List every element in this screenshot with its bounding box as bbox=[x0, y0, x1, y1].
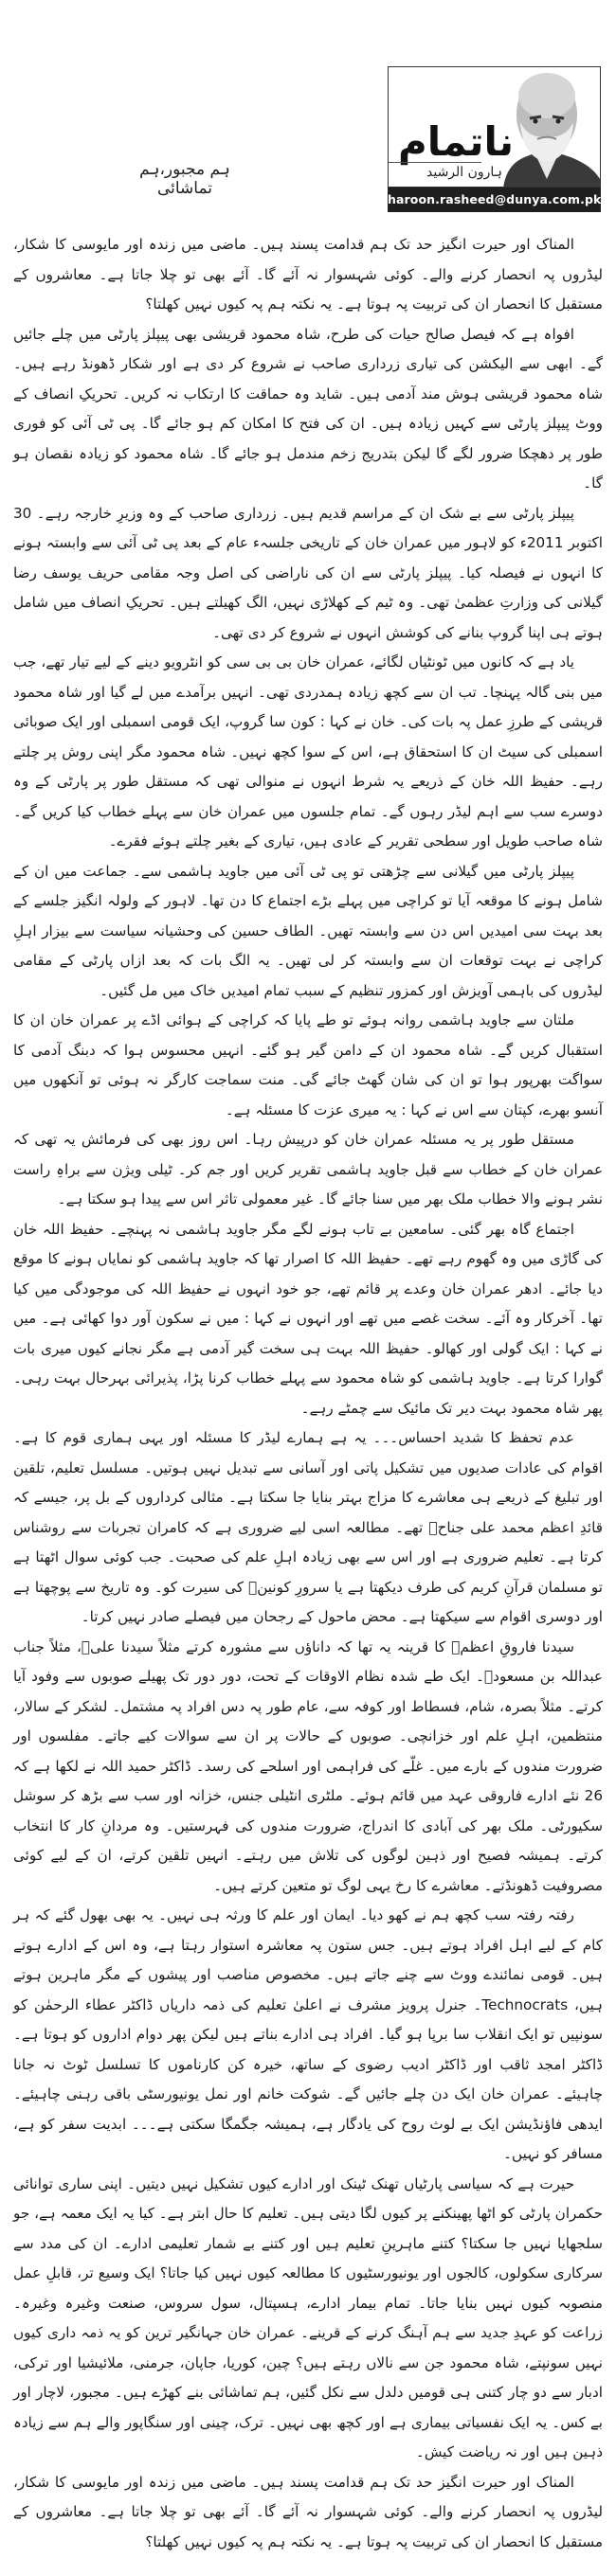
article-paragraph: پیپلز پارٹی سے بے شک ان کے مراسم قدیم ہیں۔ زرداری صاحب کے وہ وزیرِ خارجہ رہے۔ 30 اکتوبر 2011ء کو لاہور میں عمران خان کے تاریخی جلسہء عام کے بعد پی ٹی آئی سے وابستہ ہونے کا انہوں نے فیصلہ کیا۔ پیپلز پارٹی سے ان کی ناراضی کی اصل وجہ مقامی حریف یوسف رضا گیلانی کی وزارتِ عظمیٰ تھی۔ وہ ٹیم کے کھلاڑی نہیں، الگ کھیلتے ہیں۔ تحریکِ انصاف میں شامل ہوتے ہی اپنا گروپ بنانے کی کوشش انہوں نے شروع کر دی تھی۔ bbox=[13, 504, 603, 641]
article-paragraph: یاد ہے کہ کانوں میں ٹونٹیاں لگائے، عمران خان بی بی سی کو انٹرویو دینے کے لیے تیار تھے، جب میں بنی گالہ پہنچا۔ تب ان سے کچھ زیادہ ہمدردی تھی۔ انہیں برآمدے میں لے گیا اور شاہ محمود قریشی کے طرزِ عمل پہ بات کی۔ خان نے کہا : کون سا گروپ، ایک قومی اسمبلی اور ایک صوبائی اسمبلی کی سیٹ ان کا استحقاق ہے، اس کے سوا کچھ نہیں۔ شاہ محمود مگر اپنی روش پر چلتے رہے۔ حفیظ اللہ خان کے ذریعے یہ شرط انہوں نے منوالی تھی کہ مستقل طور پر پارٹی کے وہ دوسرے سب سے اہم لیڈر رہوں گے۔ تمام جلسوں میں عمران خان سے پہلے خطاب کیا کریں گے۔ شاہ صاحب طویل اور سطحی تقریر کے عادی ہیں، تیاری کے بغیر چلتے ہوئے فقرے۔ bbox=[13, 653, 603, 850]
article-paragraph: المناک اور حیرت انگیز حد تک ہم قدامت پسند ہیں۔ ماضی میں زندہ اور مایوسی کا شکار، لیڈروں پہ انحصار کرنے والے۔ کوئی شہسوار نہ آئے گا۔ آئے بھی تو چلا جاتا ہے۔ معاشروں کے مستقبل کا انحصار ان کی تربیت پہ ہوتا ہے۔ یہ نکتہ ہم پہ کیوں نہیں کھلتا؟ bbox=[13, 236, 603, 313]
article-paragraph: اجتماع گاہ بھر گئی۔ سامعین بے تاب ہونے لگے مگر جاوید ہاشمی نہ پہنچے۔ حفیظ اللہ خان کی گاڑی میں وہ گھوم رہے تھے۔ حفیظ اللہ کا اصرار تھا کہ جاوید ہاشمی کو نمایاں ہونے کا موقع دیا جائے۔ ادھر عمران خان وعدے پر قائم تھے، جو خود انہوں نے حفیظ اللہ کی موجودگی میں کیا تھا۔ آخرکار وہ آئے۔ سخت غصے میں تھے اور انہوں نے کہا : میں نے سکون آور دوا کھائی ہے۔ میں نے کہا : ایک گولی اور کھالو۔ حفیظ اللہ بہت ہی سخت گیر آدمی ہے مگر نجانے کیوں میری بات گوارا کرتا ہے۔ جاوید ہاشمی کو شاہ محمود سے پہلے خطاب کرنا پڑا، پذیرائی بہرحال بہت رہی۔ پھر شاہ محمود بہت دیر تک مائیک سے چمٹے رہے۔ bbox=[13, 1220, 603, 1417]
article-paragraph: رفتہ رفتہ سب کچھ ہم نے کھو دیا۔ ایمان اور علم کا ورثہ ہی نہیں۔ یہ بھی بھول گئے کہ ہر کام کے لیے اہل افراد ہوتے ہیں۔ جس ستون پہ معاشرہ استوار رہتا ہے، وہ اس کے ادارے ہوتے ہیں۔ قومی نمائندے ووٹ سے چنے جاتے ہیں۔ مخصوص مناصب اور پیشوں کے مگر ماہرین ہوتے ہیں، Technocrats۔ جنرل پرویز مشرف نے اعلیٰ تعلیم کی ذمہ داریاں ڈاکٹر عطاء الرحمٰن کو سونپیں تو ایک انقلاب سا برپا ہو گیا۔ افراد ہی ادارے بناتے ہیں لیکن پھر دوام اداروں کو ہوتا ہے۔ ڈاکٹر امجد ثاقب اور ڈاکٹر ادیب رضوی کے ساتھ، خیرہ کن کارناموں کا تسلسل ٹوٹ نہ جانا چاہیئے۔ عمران خان ایک دن چلے جائیں گے۔ شوکت خانم اور نمل یونیورسٹی باقی رہنی چاہیئے۔ ایدھی فاؤنڈیشن ایک بے لوث روح کی یادگار ہے، ہمیشہ جگمگا سکتی ہے۔۔۔ ابدیت سفر کو ہے، مسافر کو نہیں۔ bbox=[13, 1906, 603, 2162]
article-headline: ہم مجبور،ہم تماشائی bbox=[139, 160, 230, 198]
brand-divider bbox=[389, 162, 481, 163]
column-header-box bbox=[388, 66, 601, 188]
article-paragraph: حیرت ہے کہ سیاسی پارٹیاں تھنک ٹینک اور ادارے کیوں تشکیل نہیں دیتیں۔ اپنی ساری توانائی حکمران پارٹی کو اٹھا پھینکنے پر کیوں لگا دیتی ہیں۔ تعلیم کا حال ابتر ہے۔ کیا یہ ایک معمہ ہے، جو سلجھایا نہیں جا سکتا؟ کتنے ماہرینِ تعلیم ہیں اور کتنے بے شمار تعلیمی ادارے۔ ان کی مدد سے سرکاری سکولوں، کالجوں اور یونیورسٹیوں کا مطالعہ کیوں نہیں کیا جاتا؟ ایک وسیع تر، قابلِ عمل منصوبہ کیوں نہیں بنایا جاتا۔ تمام بیمار ادارے، ہسپتال، سول سروس، صنعت وغیرہ وغیرہ۔ زراعت کو عہدِ جدید سے ہم آہنگ کرنے کے قرینے۔ عمران خان جہانگیر ترین کو یہ ذمہ داری کیوں نہیں سونپتے، شاہ محمود جن سے نالاں رہتے ہیں؟ چین، کوریا، جاپان، جرمنی، ملائیشیا اور ترکی، ادبار سے دو چار کتنی ہی قومیں دلدل سے نکل گئیں، ہم تماشائی بنے کھڑے ہیں۔ مجبور، لاچار اور بے کس۔ یہ ایک نفسیاتی بیماری ہے اور کچھ بھی نہیں۔ ترک، چینی اور سنگاپور والے ہم سے زیادہ ذہین ہیں اور نہ ریاضت کیش۔ bbox=[13, 2174, 603, 2460]
article-paragraph: پیپلز پارٹی میں گیلانی سے چڑھتی تو پی ٹی آئی میں جاوید ہاشمی سے۔ جماعت میں ان کے شامل ہونے کا موقعہ آیا تو کراچی میں پہلے بڑے اجتماع کا دن تھا۔ لاہور کے ولولہ انگیز جلسے کے بعد بہت سی امیدیں اس دن سے وابستہ تھیں۔ الطاف حسین کی وحشیانہ سیاست سے بیزار اہلِ کراچی نے بہت توقعات ان سے وابستہ کر لی تھیں۔ یہ الگ بات کہ بعد ازاں پارٹی کے مقامی لیڈروں کی باہمی آویزش اور کمزور تنظیم کے سبب تمام امیدیں خاک میں مل گئیں۔ bbox=[13, 862, 603, 999]
article-paragraph: افواہ ہے کہ فیصل صالح حیات کی طرح، شاہ محمود قریشی بھی پیپلز پارٹی میں چلے جائیں گے۔ ابھی سے الیکشن کی تیاری زرداری صاحب نے شروع کر دی ہے اور شکار ڈھونڈ رہے ہیں۔ شاہ محمود قریشی ہوش مند آدمی ہیں۔ شاید وہ حماقت کا ارتکاب نہ کریں۔ تحریکِ انصاف کے ووٹ پیپلز پارٹی سے کہیں زیادہ ہیں۔ ان کی فتح کا امکان کم ہو جائے گا۔ پی ٹی آئی کو فوری طور پر دھچکا ضرور لگے گا لیکن بتدریج زخم مندمل ہو جائے گا۔ شاہ محمود کو زیادہ نقصان ہو گا۔ bbox=[13, 325, 603, 492]
article-paragraph: سیدنا فاروقِ اعظمؓ کا قرینہ یہ تھا کہ داناؤں سے مشورہ کرتے مثلاً سیدنا علیؓ، مثلاً جناب عبداللہ بن مسعودؓ۔ ایک طے شدہ نظام الاوقات کے تحت، دور دور تک پھیلے صوبوں سے وفود آیا کرتے۔ مثلاً بصرہ، شام، فسطاط اور کوفہ سے، عام طور پہ دس افراد پہ مشتمل۔ لشکر کے سالار، منتظمین، اہلِ علم اور خزانچی۔ صوبوں کے حالات پر ان سے سوالات کیے جاتے۔ مفلسوں اور ضرورت مندوں کے بارے میں۔ غلّے کی فراہمی اور اسلحے کی رسد۔ ڈاکٹر حمید اللہ نے لکھا ہے کہ 26 نئے ادارے فاروقی عہد میں قائم ہوئے۔ ملٹری انٹیلی جنس، خزانہ اور سب سے بڑھ کر سوشل سکیورٹی۔ ملک بھر کی آبادی کا اندراج، ضرورت مندوں کی فہرستیں۔ وہ مردانِ کار کا انتخاب کرتے۔ ہمیشہ فصیح اور ذہین لوگوں کی تلاش میں رہتے۔ انہیں تلقین کرتے، ان کے لیے کوئی مصروفیت ڈھونڈتے۔ معاشرے کا رخ یہی لوگ تو متعین کرتے ہیں۔ bbox=[13, 1637, 603, 1894]
article-paragraph: المناک اور حیرت انگیز حد تک ہم قدامت پسند ہیں۔ ماضی میں زندہ اور مایوسی کا شکار، لیڈروں پہ انحصار کرنے والے۔ کوئی شہسوار نہ آئے گا۔ آئے بھی تو چلا جاتا ہے۔ معاشروں کے مستقبل کا انحصار ان کی تربیت پہ ہوتا ہے۔ یہ نکتہ ہم پہ کیوں نہیں کھلتا؟ bbox=[13, 2473, 603, 2550]
article-body bbox=[13, 230, 603, 2557]
article-paragraph: ملتان سے جاوید ہاشمی روانہ ہوئے تو طے پایا کہ کراچی کے ہوائی اڈے پر عمران خان ان کا استقبال کریں گے۔ شاہ محمود ان کے دامن گیر ہو گئے۔ انہیں محسوس ہوا کہ دبنگ آدمی کا سواگت بھرپور ہوا تو ان کی شان گھٹ جائے گی۔ منت سماجت کارگر نہ ہوئی تو آنکھوں میں آنسو بھرے، کپتان سے اس نے کہا : یہ میری عزت کا مسئلہ ہے۔ bbox=[13, 1011, 603, 1118]
author-email[interactable]: haroon.rasheed@dunya.com.pk bbox=[388, 188, 601, 212]
article-paragraph: مستقل طور پر یہ مسئلہ عمران خان کو درپیش رہا۔ اس روز بھی کی فرمائش یہ تھی کہ عمران خان کے خطاب سے قبل جاوید ہاشمی تقریر کریں اور جم کر۔ ٹیلی ویژن سے براہِ راست نشر ہونے والا خطاب ملک بھر میں سنا جائے گا۔ غیر معمولی تاثر اس سے پیدا ہو سکتا ہے۔ bbox=[13, 1131, 603, 1208]
article-paragraph: عدم تحفظ کا شدید احساس۔۔۔ یہ ہے ہمارے لیڈر کا مسئلہ اور یہی ہماری قوم کا ہے۔ اقوام کی عادات صدیوں میں تشکیل پاتی اور آسانی سے تبدیل نہیں ہوتیں۔ مسلسل تعلیم، تلقین اور تبلیغ کے ذریعے ہی معاشرے کا مزاج بہتر بنایا جا سکتا ہے۔ مثالی کرداروں کے بل پر، جیسے کہ قائدِ اعظم محمد علی جناحؒ تھے۔ مطالعہ اسی لیے ضروری ہے کہ کامران تجربات سے روشناس کرتا ہے۔ تعلیم ضروری ہے اور اس سے بھی زیادہ اہلِ علم کی صحبت۔ جب کوئی سوال اٹھتا ہے تو مسلمان قرآنِ کریم کی طرف دیکھتا ہے یا سرورِ کونینؐ کی سیرت کو۔ وہ تاریخ سے پوچھتا ہے اور دوسری اقوام سے سیکھتا ہے۔ محض ماحول کے رجحان میں فیصلے صادر نہیں کرتا۔ bbox=[13, 1429, 603, 1625]
column-brand-title: ناتمام bbox=[398, 118, 515, 165]
author-name: ہارون الرشید bbox=[426, 165, 502, 180]
